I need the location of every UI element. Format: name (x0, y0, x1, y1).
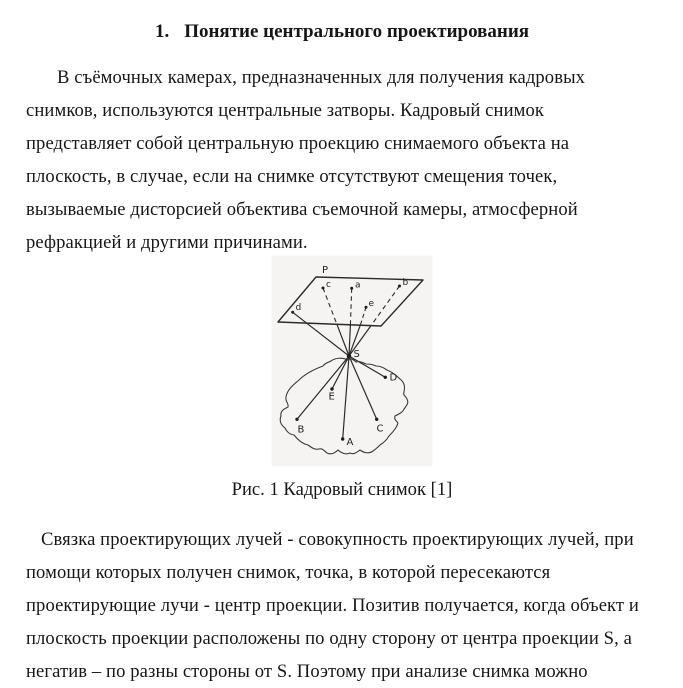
paragraph-1 (26, 61, 658, 259)
text-line: В съёмочных камерах, предназначенных для получения кадровых (57, 67, 586, 88)
label-D: D (389, 372, 398, 384)
label-a: a (355, 280, 361, 291)
point-c (322, 287, 325, 290)
label-S: S (353, 349, 360, 360)
label-B: B (297, 424, 305, 436)
ray-e-dashed (360, 307, 366, 325)
label-P: P (322, 265, 329, 276)
ray-a-dashed (350, 288, 351, 325)
label-C: C (376, 423, 384, 435)
label-A: A (346, 437, 354, 448)
text-line: представляет собой центральную проекцию снимаемого объекта на (26, 133, 570, 154)
figure-central-projection (272, 256, 432, 466)
text-line: Связка проектирующих лучей - совокупность проектирующих лучей, при (41, 529, 634, 550)
point-S (347, 354, 351, 358)
paragraph-2 (26, 523, 658, 688)
ray-b-dashed (368, 286, 400, 326)
point-d (291, 311, 294, 314)
text-line: помощи которых получен снимок, точка, в которой пересекаются (26, 562, 551, 583)
text-line: вызываемые дисторсией объектива съемочной камеры, атмосферной (26, 199, 578, 220)
label-d: d (295, 303, 302, 313)
text-line: плоскость проекции расположены по одну сторону от центра проекции S, а (26, 628, 632, 649)
point-A (341, 437, 344, 440)
picture-plane (278, 277, 423, 326)
heading-title: Понятие центрального проектирования (184, 21, 530, 42)
point-e (365, 306, 368, 309)
figure-caption: Рис. 1 Кадровый снимок [1] (231, 479, 453, 500)
text-line: рефракцией и другими причинами. (26, 232, 308, 253)
text-line: проектирующие лучи - центр проекции. Позитив получается, когда объект и (26, 595, 639, 616)
point-C (375, 418, 378, 421)
point-b (398, 285, 401, 288)
ray-c-S-C (337, 324, 377, 419)
point-a (350, 287, 353, 290)
point-D (384, 376, 387, 379)
point-B (295, 418, 298, 421)
text-line: негатив – по разны стороны от S. Поэтому при анализе снимка можно (26, 661, 588, 682)
ray-c-dashed (323, 288, 337, 324)
projection-diagram (272, 256, 432, 466)
label-e: e (368, 299, 375, 309)
text-line: снимков, используются центральные затворы. Кадровый снимок (26, 100, 545, 121)
text-line: плоскость, в случае, если на снимке отсутствуют смещения точек, (26, 166, 558, 187)
label-b: b (402, 278, 409, 288)
heading-number: 1. (154, 21, 170, 42)
point-E (330, 387, 333, 390)
section-heading (26, 0, 658, 44)
label-c: c (326, 280, 331, 290)
label-E: E (328, 391, 335, 403)
